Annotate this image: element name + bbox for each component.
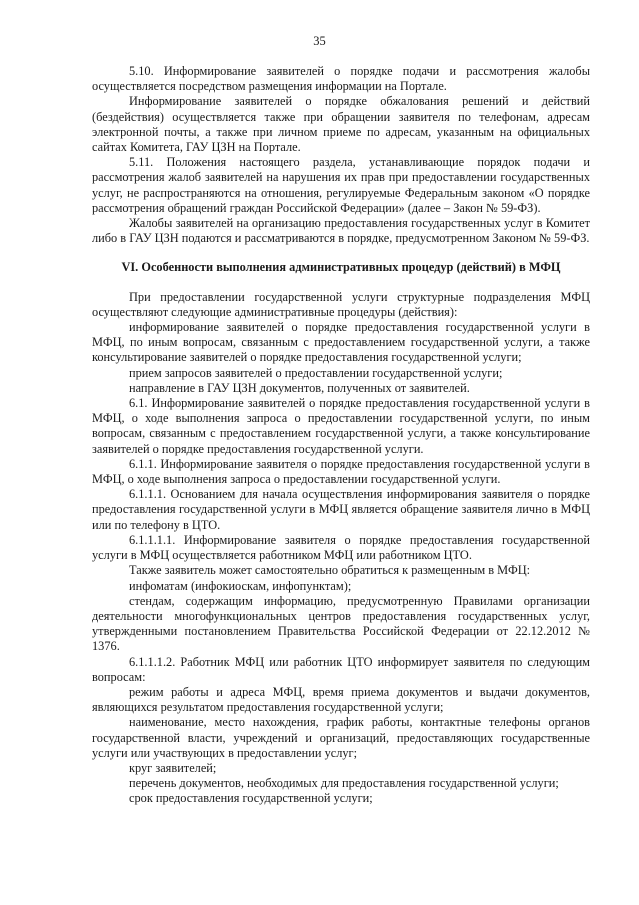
paragraph: наименование, место нахождения, график работы, контактные телефоны органов государственной власти, учреждений и организаций, предоставляющих государственные услуги или участвующих в предоставлении услуг; bbox=[92, 715, 590, 760]
section-heading: VI. Особенности выполнения административных процедур (действий) в МФЦ bbox=[121, 260, 561, 275]
page-number: 35 bbox=[313, 34, 326, 48]
paragraph: 6.1.1.1.1. Информирование заявителя о порядке предоставления государственной услуги в МФЦ осуществляется работником МФЦ или работником ЦТО. bbox=[92, 532, 590, 563]
paragraph: стендам, содержащим информацию, предусмотренную Правилами организации деятельности многофункциональных центров предоставления государственных услуг, утвержденными постановлением Правительства Российской Федерации от 22.12.2012 № 1376. bbox=[92, 593, 590, 654]
paragraph: 5.11. Положения настоящего раздела, устанавливающие порядок подачи и рассмотрения жалоб заявителей на нарушения их прав при предоставлении государственных услуг, не распространяются на отношения, регулируемые Федеральным законом «О порядке рассмотрения обращений граждан Российской Федерации» (далее – Закон № 59-ФЗ). bbox=[92, 155, 590, 215]
paragraph: 6.1.1. Информирование заявителя о порядке предоставления государственной услуги в МФЦ, о ходе выполнения запроса о предоставлении государственной услуги. bbox=[92, 456, 590, 487]
paragraph: направление в ГАУ ЦЗН документов, полученных от заявителей. bbox=[129, 380, 470, 395]
paragraph: 6.1.1.1.2. Работник МФЦ или работник ЦТО информирует заявителя по следующим вопросам: bbox=[92, 654, 590, 684]
paragraph: перечень документов, необходимых для предоставления государственной услуги; bbox=[129, 776, 559, 791]
paragraph: 6.1. Информирование заявителей о порядке предоставления государственной услуги в МФЦ, о ходе выполнения запроса о предоставлении государственной услуги, по иным вопросам, связанным с предоставлением государственной услуги, а также консультирование заявителей о порядке предоставления государственной услуги. bbox=[92, 396, 590, 456]
page-body bbox=[92, 64, 590, 807]
paragraph: инфоматам (инфокиоскам, инфопунктам); bbox=[129, 578, 352, 593]
paragraph: Также заявитель может самостоятельно обратиться к размещенным в МФЦ: bbox=[129, 563, 531, 578]
paragraph: 5.10. Информирование заявителей о порядке подачи и рассмотрения жалобы осуществляется посредством размещения информации на Портале. bbox=[92, 64, 590, 94]
paragraph: При предоставлении государственной услуги структурные подразделения МФЦ осуществляют следующие административные процедуры (действия): bbox=[92, 289, 590, 319]
paragraph: срок предоставления государственной услуги; bbox=[129, 791, 373, 806]
paragraph: информирование заявителей о порядке предоставления государственной услуги в МФЦ, по иным вопросам, связанным с предоставлением государственной услуги, а также консультирование заявителей о порядке предоставления государственной услуги; bbox=[92, 320, 590, 365]
paragraph: Жалобы заявителей на организацию предоставления государственных услуг в Комитет либо в ГАУ ЦЗН подаются и рассматриваются в порядке, предусмотренном Законом № 59-ФЗ. bbox=[92, 216, 590, 246]
paragraph: круг заявителей; bbox=[129, 760, 217, 775]
paragraph: режим работы и адреса МФЦ, время приема документов и выдачи документов, являющихся результатом предоставления государственной услуги; bbox=[92, 684, 590, 715]
paragraph: Информирование заявителей о порядке обжалования решений и действий (бездействия) осуществляется также при обращении заявителя по телефонам, адресам электронной почты, а также при личном приеме по адресам, указанным на официальных сайтах Комитета, ГАУ ЦЗН на Портале. bbox=[92, 94, 590, 155]
paragraph: прием запросов заявителей о предоставлении государственной услуги; bbox=[129, 365, 503, 380]
paragraph: 6.1.1.1. Основанием для начала осуществления информирования заявителя о порядке предоставления государственной услуги в МФЦ является обращение заявителя лично в МФЦ или по телефону в ЦТО. bbox=[92, 487, 590, 532]
